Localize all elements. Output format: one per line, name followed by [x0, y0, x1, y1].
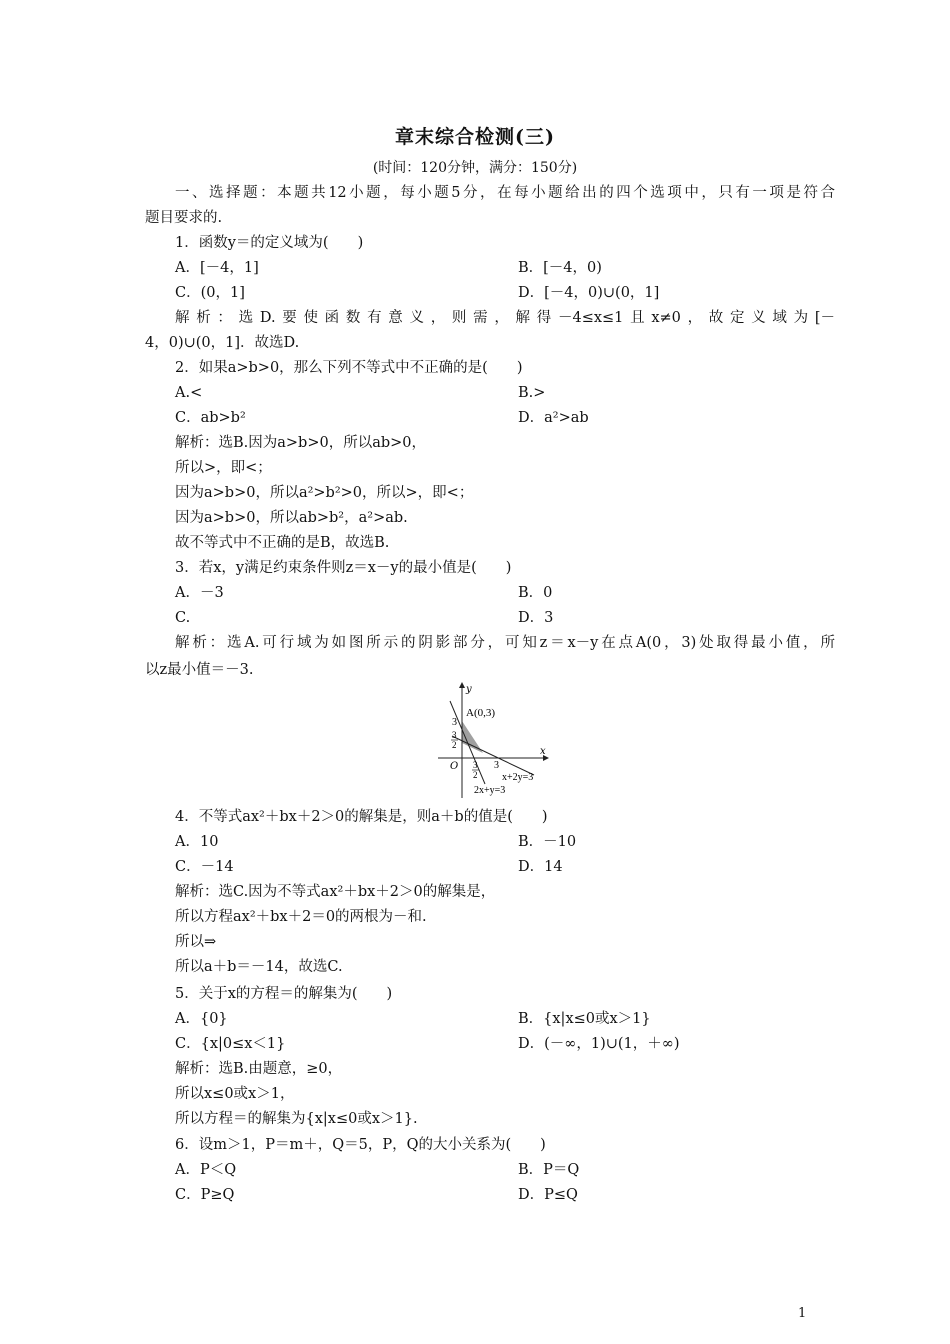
text-line: D．[－4，0)∪(0，1] [518, 285, 660, 301]
text-line: A．P＜Q [175, 1162, 237, 1178]
text-line: A．{0} [175, 1011, 228, 1027]
point-a-label: A(0,3) [466, 707, 496, 719]
text-line: C．－14 [175, 859, 234, 875]
line-2x-y-3-label: 2x+y=3 [474, 785, 506, 796]
exam-info: (时间：120分钟，满分：150分) [372, 160, 578, 176]
text-line: 4，0)∪(0，1]．故选D. [145, 335, 300, 351]
text-line: 1．函数y＝的定义域为( ) [175, 235, 364, 251]
text-line: A.< [175, 385, 203, 401]
feasible-region-figure [430, 680, 555, 802]
text-line: 所以a＋b＝－14，故选C. [175, 959, 343, 975]
text-line: D．a²>ab [518, 410, 589, 426]
text-line: 6．设m＞1，P＝m＋，Q＝5，P，Q的大小关系为( ) [175, 1137, 546, 1153]
text-line: 解析：选B.因为a>b>0，所以ab>0， [175, 435, 427, 451]
text-line: 故不等式中不正确的是B，故选B. [175, 535, 390, 551]
text-line: 2．如果a>b>0，那么下列不等式中不正确的是( ) [175, 360, 523, 376]
y-axis-arrow [459, 682, 465, 688]
text-line: 所以x≤0或x＞1， [175, 1086, 295, 1102]
text-line: 解析：选D.要使函数有意义，则需，解得－4≤x≤1且x≠0，故定义域为[－ [175, 310, 835, 326]
text-line: C．{x|0≤x＜1} [175, 1036, 286, 1052]
text-line: D．14 [518, 859, 563, 875]
text-line: D．(－∞，1)∪(1，＋∞) [518, 1036, 680, 1052]
text-line: B．P＝Q [518, 1162, 580, 1178]
text-line: A．[－4，1] [175, 260, 259, 276]
text-line: 一、选择题：本题共12小题，每小题5分，在每小题给出的四个选项中，只有一项是符合 [175, 185, 835, 201]
text-line: C．ab>b² [175, 410, 246, 426]
text-line: A．10 [175, 834, 219, 850]
text-line: 解析：选C.因为不等式ax²＋bx＋2＞0的解集是， [175, 884, 496, 900]
line-x-2y-3-label: x+2y=3 [502, 772, 534, 783]
text-line: 因为a>b>0，所以ab>b²，a²>ab. [175, 510, 408, 526]
text-line: C．(0，1] [175, 285, 245, 301]
text-line: 所以>，即<； [175, 460, 272, 476]
text-line: 所以⇒ [175, 934, 217, 950]
text-line: 因为a>b>0，所以a²>b²>0，所以>，即<； [175, 485, 474, 501]
origin-label: O [450, 761, 459, 772]
text-line: B．[－4，0) [518, 260, 602, 276]
text-line: 以z最小值＝－3. [145, 662, 254, 678]
text-line: A．－3 [175, 585, 224, 601]
text-line: B．－10 [518, 834, 577, 850]
text-line: B．0 [518, 585, 553, 601]
text-line: 题目要求的. [145, 210, 223, 226]
x-axis-label: x [540, 746, 546, 757]
text-line: 所以方程ax²＋bx＋2＝0的两根为－和. [175, 909, 427, 925]
y-tick-half-den: 2 [452, 740, 457, 750]
x-tick-half-num: 3 [473, 760, 478, 770]
x-tick-3: 3 [494, 760, 499, 771]
text-line: 3．若x，y满足约束条件则z＝x－y的最小值是( ) [175, 560, 512, 576]
text-line: 4．不等式ax²＋bx＋2＞0的解集是，则a＋b的值是( ) [175, 809, 548, 825]
text-line: B．{x|x≤0或x＞1} [518, 1011, 651, 1027]
text-line: 解析：选B.由题意，≥0， [175, 1061, 343, 1077]
y-axis-label: y [466, 684, 472, 695]
text-line: C. [175, 610, 191, 626]
text-line: D．P≤Q [518, 1187, 578, 1203]
x-tick-half-den: 2 [473, 770, 478, 780]
page-title: 章末综合检测(三) [395, 126, 555, 148]
y-tick-3: 3 [452, 717, 457, 728]
text-line: C．P≥Q [175, 1187, 235, 1203]
y-tick-half-num: 3 [452, 730, 457, 740]
text-line: D．3 [518, 610, 554, 626]
line-x-2y-3 [452, 736, 534, 775]
page-number: 1 [798, 1306, 807, 1321]
text-line: B.> [518, 385, 546, 401]
text-line: 所以方程＝的解集为{x|x≤0或x＞1}. [175, 1111, 418, 1127]
text-line: 解析：选A.可行域为如图所示的阴影部分，可知z＝x－y在点A(0，3)处取得最小值，所 [175, 635, 835, 651]
text-line: 5．关于x的方程＝的解集为( ) [175, 986, 393, 1002]
